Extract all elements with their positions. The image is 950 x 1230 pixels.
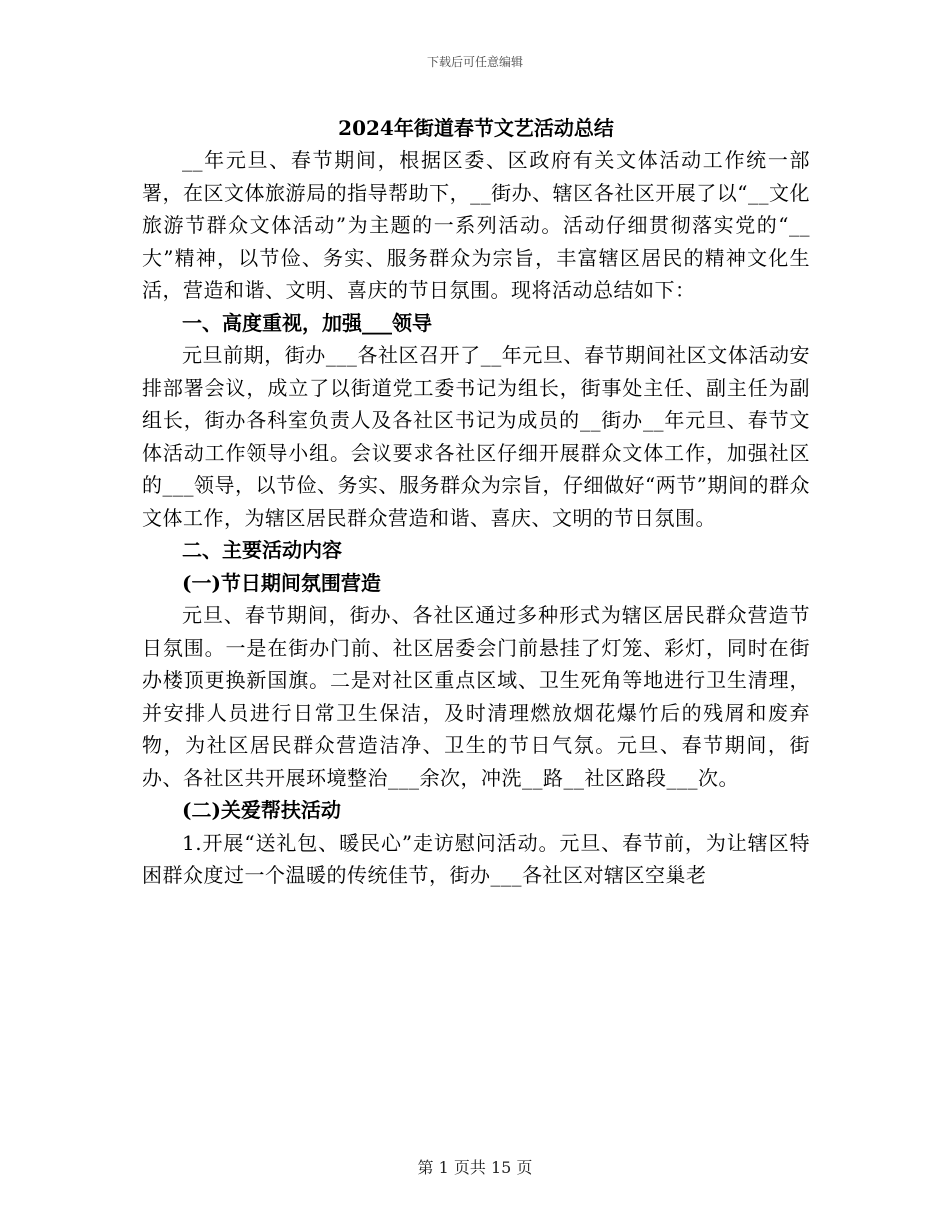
page-footer: 第 1 页共 15 页 bbox=[417, 1158, 533, 1177]
paragraph-section-1: 元旦前期，街办___各社区召开了__年元旦、春节期间社区文体活动安排部署会议，成立了以街道党工委书记为组长，街事处主任、副主任为副组长，街办各科室负责人及各社区书记为成员的__街办__年元旦、春节文体活动工作领导小组。会议要求各社区仔细开展群众文体工作，加强社区的___领导，以节俭、务实、服务群众为宗旨，仔细做好“两节”期间的群众文体工作，为辖区居民群众营造和谐、喜庆、文明的节日氛围。 bbox=[142, 343, 810, 530]
paragraph-subsection-1: 元旦、春节期间，街办、各社区通过多种形式为辖区居民群众营造节日氛围。一是在街办门前、社区居委会门前悬挂了灯笼、彩灯，同时在街办楼顶更换新国旗。二是对社区重点区域、卫生死角等地进行卫生清理，并安排人员进行日常卫生保洁，及时清理燃放烟花爆竹后的残屑和废弃物，为社区居民群众营造洁净、卫生的节日气氛。元旦、春节期间，街办、各社区共开展环境整治___余次，冲洗__路__社区路段___次。 bbox=[142, 603, 810, 790]
page-header: 下载后可任意编辑 bbox=[426, 55, 523, 69]
paragraph-subsection-2: 1.开展“送礼包、暖民心”走访慰问活动。元旦、春节前，为让辖区特困群众度过一个温暖的传统佳节，街办___各社区对辖区空巢老 bbox=[142, 830, 810, 887]
subsection-heading-1: (一)节日期间氛围营造 bbox=[182, 570, 381, 595]
paragraph-intro: __年元旦、春节期间，根据区委、区政府有关文体活动工作统一部署，在区文体旅游局的指导帮助下，__街办、辖区各社区开展了以“__文化旅游节群众文体活动”为主题的一系列活动。活动仔细贯彻落实党的“__大”精神，以节俭、务实、服务群众为宗旨，丰富辖区居民的精神文化生活，营造和谐、文明、喜庆的节日氛围。现将活动总结如下： bbox=[142, 148, 810, 302]
subsection-heading-2: (二)关爱帮扶活动 bbox=[182, 798, 341, 822]
document-body bbox=[142, 112, 810, 892]
section-heading-2: 二、主要活动内容 bbox=[182, 538, 342, 562]
document-title: 2024年街道春节文艺活动总结 bbox=[338, 116, 614, 140]
section-heading-1: 一、高度重视，加强___领导 bbox=[182, 310, 432, 335]
